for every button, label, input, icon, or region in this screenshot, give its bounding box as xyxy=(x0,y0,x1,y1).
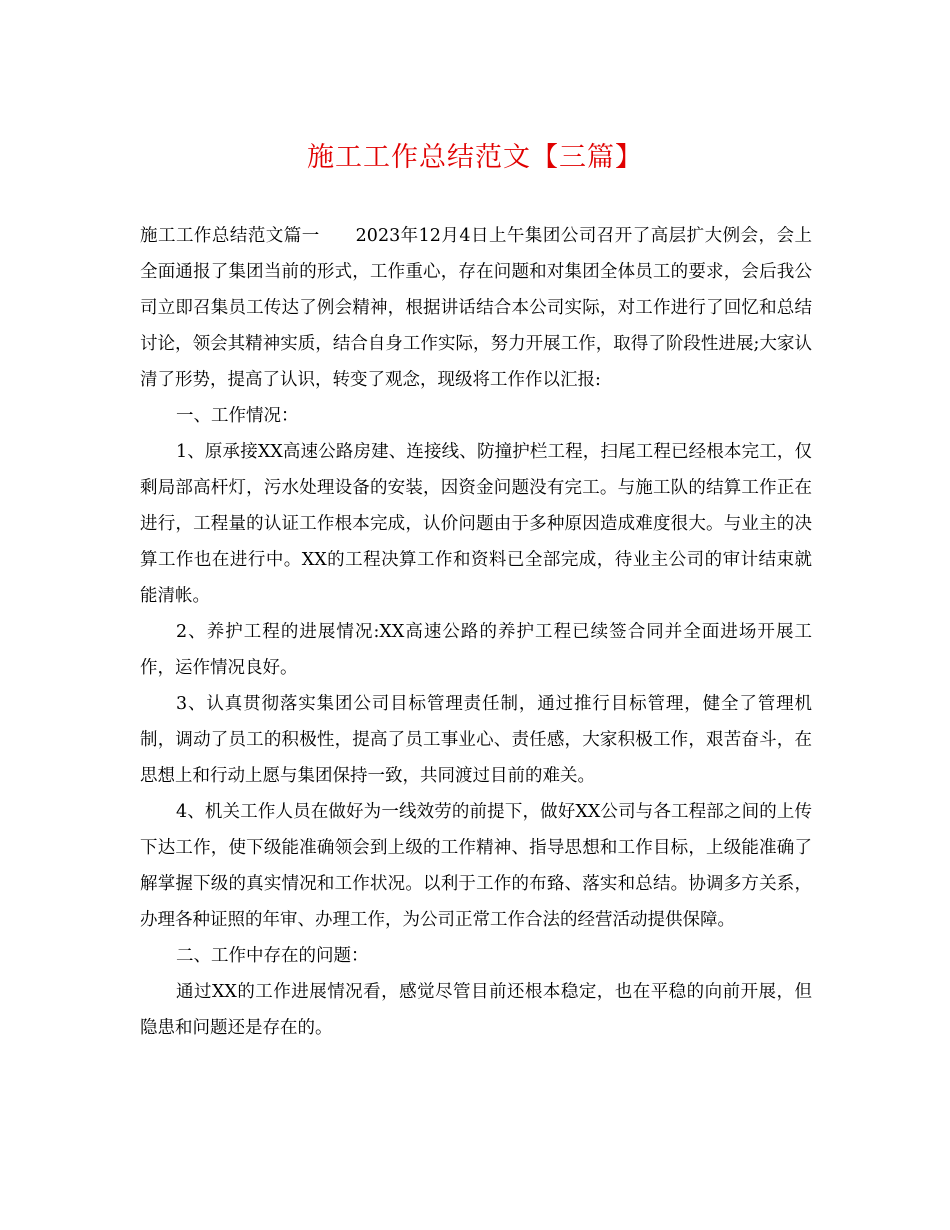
paragraph-item-2: 2、养护工程的进展情况:XX高速公路的养护工程已续签合同并全面进场开展工作，运作情况良好。 xyxy=(140,622,812,678)
paragraph-intro: 施工工作总结范文篇一 2023年12月4日上午集团公司召开了高层扩大例会，会上全面通报了集团当前的形式，工作重心，存在问题和对集团全体员工的要求，会后我公司立即召集员工传达了例会精神，根据讲话结合本公司实际，对工作进行了回忆和总结讨论，领会其精神实质，结合自身工作实际，努力开展工作，取得了阶段性进展;大家认清了形势，提高了认识，转变了观念，现级将工作作以汇报: xyxy=(140,226,812,390)
section-heading-work-status: 一、工作情况： xyxy=(176,406,299,426)
paragraph-item-1: 1、原承接XX高速公路房建、连接线、防撞护栏工程，扫尾工程已经根本完工，仅剩局部高杆灯，污水处理设备的安装，因资金问题没有完工。与施工队的结算工作正在进行，工程量的认证工作根本完成，认价问题由于多种原因造成难度很大。与业主的决算工作也在进行中。XX的工程决算工作和资料已全部完成，待业主公司的审计结束就能清帐。 xyxy=(140,442,812,606)
paragraph-item-3: 3、认真贯彻落实集团公司目标管理责任制，通过推行目标管理，健全了管理机制，调动了员工的积极性，提高了员工事业心、责任感，大家积极工作，艰苦奋斗，在思想上和行动上愿与集团保持一致，共同渡过目前的难关。 xyxy=(140,694,812,786)
document-title: 施工工作总结范文【三篇】 xyxy=(307,142,643,173)
section-heading-problems: 二、工作中存在的问题： xyxy=(176,946,369,966)
document-body xyxy=(140,218,812,1046)
paragraph-item-4: 4、机关工作人员在做好为一线效劳的前提下，做好XX公司与各工程部之间的上传下达工作，使下级能准确领会到上级的工作精神、指导思想和工作目标，上级能准确了解掌握下级的真实情况和工作状况。以利于工作的布臵、落实和总结。协调多方关系，办理各种证照的年审、办理工作，为公司正常工作合法的经营活动提供保障。 xyxy=(140,802,812,930)
paragraph-problems-intro: 通过XX的工作进展情况看，感觉尽管目前还根本稳定，也在平稳的向前开展，但隐患和问题还是存在的。 xyxy=(140,982,812,1038)
